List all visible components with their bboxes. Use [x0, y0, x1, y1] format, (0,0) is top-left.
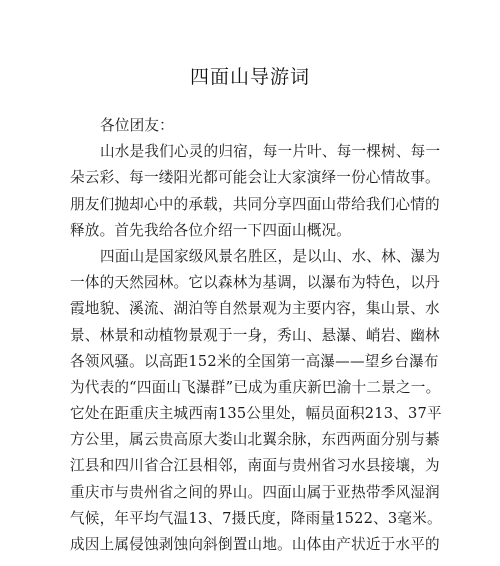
body-line: 各位团友：: [100, 117, 174, 134]
body-line: 山水是我们心灵的归宿，每一片叶、每一棵树、每一: [100, 143, 441, 161]
document-body: [70, 113, 442, 558]
body-line: 为代表的“四面山飞瀑群”已成为重庆新巴渝十二景之一。: [70, 378, 441, 396]
body-line: 释放。首先我给各位介绍一下四面山概况。: [70, 221, 352, 239]
body-line: 方公里，属云贵高原大娄山北翼余脉，东西两面分别与綦: [70, 431, 440, 449]
body-line: 气候，年平均气温13、7摄氏度，降雨量1522、3毫米。: [70, 509, 442, 527]
body-line: 江县和四川省合江县相邻，南面与贵州省习水县接壤，为: [70, 457, 440, 475]
body-line: 成因上属侵蚀剥蚀向斜倒置山地。山体由产状近于水平的: [70, 536, 440, 553]
body-line: 朋友们抛却心中的承载，共同分享四面山带给我们心情的: [70, 195, 440, 213]
document-title: 四面山导游词: [189, 66, 310, 88]
body-line: 重庆市与贵州省之间的界山。四面山属于亚热带季风湿润: [70, 483, 440, 501]
body-line: 朵云彩、每一缕阳光都可能会让大家演绎一份心情故事。: [70, 169, 440, 187]
body-line: 一体的天然园林。它以森林为基调，以瀑布为特色，以丹: [70, 274, 440, 292]
body-line: 各领风骚。以高距152米的全国第一高瀑——望乡台瀑布: [70, 352, 439, 370]
body-line: 景、林景和动植物景观于一身，秀山、悬瀑、峭岩、幽林: [70, 326, 440, 344]
body-line: 它处在距重庆主城西南135公里处，幅员面积213、37平: [70, 405, 442, 423]
body-line: 霞地貌、溪流、湖泊等自然景观为主要内容，集山景、水: [70, 300, 440, 318]
body-line: 四面山是国家级风景名胜区，是以山、水、林、瀑为: [100, 247, 441, 265]
